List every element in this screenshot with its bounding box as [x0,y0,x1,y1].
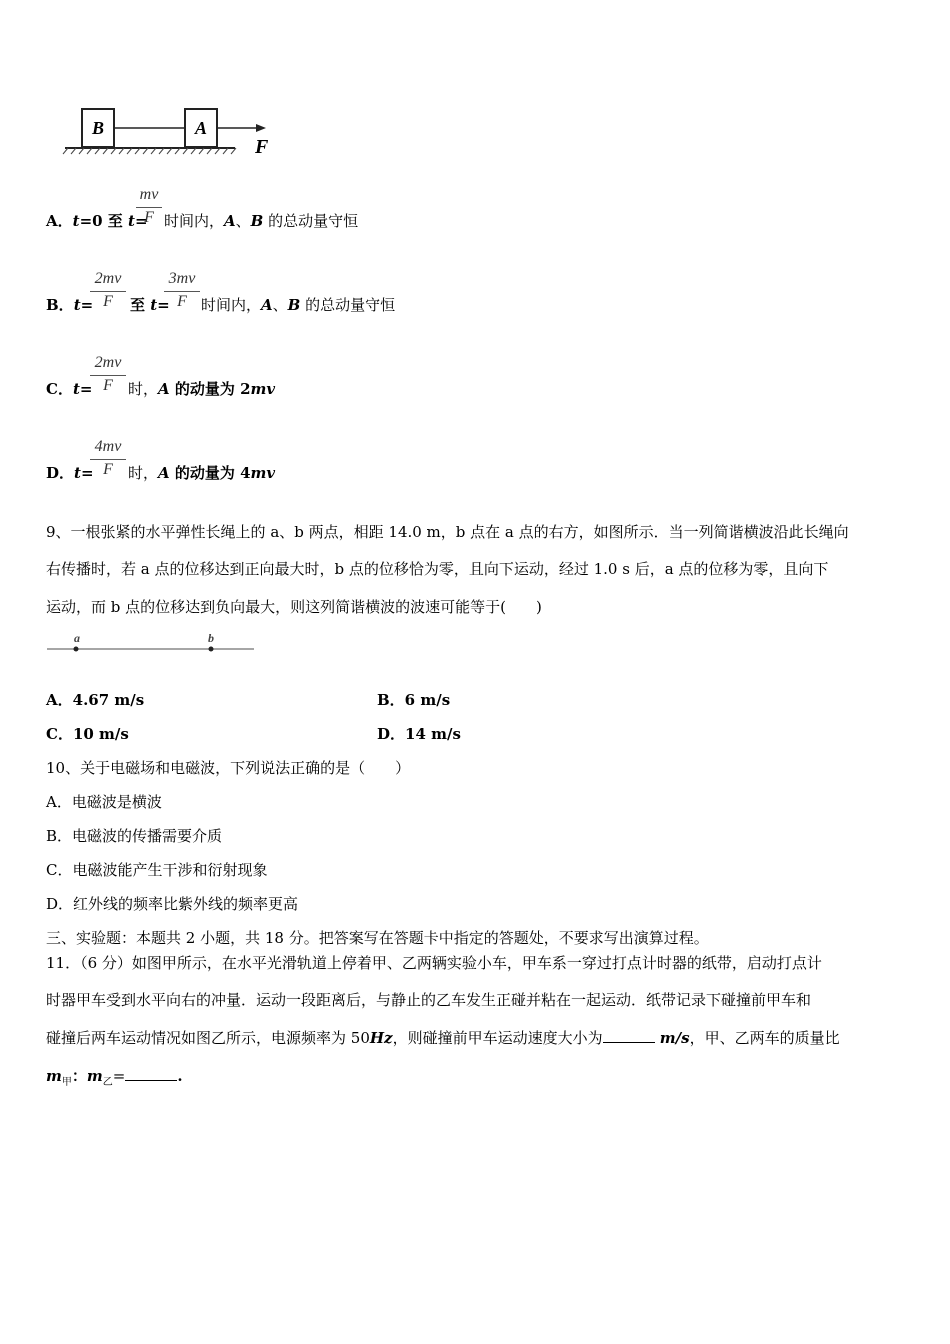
q9-option-a: A．4.67 m/s [46,691,145,709]
var-t: t [72,212,80,230]
point-a-label: a [74,631,80,645]
q10-option-c: C．电磁波能产生干涉和衍射现象 [46,861,268,879]
block-b-label: B [91,118,105,138]
q10-option-d: D．红外线的频率比紫外线的频率更高 [46,895,299,913]
var-mv: mv [250,380,276,398]
point-a [74,647,79,652]
point-b [209,647,214,652]
force-label: F [255,136,269,158]
fraction-denominator: F [103,377,113,394]
rope-points-figure [44,630,259,656]
text: 时， [128,464,159,482]
text: 的总动量守恒 [263,212,359,230]
text: . [177,1067,183,1085]
text: = [79,380,93,398]
var-mv: mv [250,464,276,482]
unit-hz: Hz [369,1029,393,1047]
text: 、 [235,212,251,230]
text: ： [71,1067,87,1085]
text: ，则碰撞前甲车运动速度大小为 [392,1029,603,1047]
var-t: t [150,296,158,314]
text: =0 至 [79,212,129,230]
var-a: A [158,380,170,398]
option-letter: C． [46,380,73,398]
q11-stem-line-2: 时器甲车受到水平向右的冲量．运动一段距离后，与静止的乙车发生正碰并粘在一起运动．纸带记录下碰撞前甲车和 [46,991,812,1009]
text: = [112,1067,126,1085]
q10-option-b: B．电磁波的传播需要介质 [46,827,223,845]
text: 碰撞后两车运动情况如图乙所示，电源频率为 50 [46,1029,370,1047]
text: 时间内， [164,212,225,230]
option-letter: B． [46,296,74,314]
q9-stem-line-1: 9、一根张紧的水平弹性长绳上的 a、b 两点，相距 14.0 m，b 点在 a 点的右方，如图所示．当一列简谐横波沿此长绳向 [46,523,849,541]
q9-option-b: B．6 m/s [377,691,451,709]
q11-stem-line-4 [46,1066,183,1093]
block-a-label: A [194,118,208,138]
text: 、 [272,296,288,314]
blocks-force-figure [60,100,280,160]
fraction-4mv-over-f [90,438,126,479]
q9-option-d: D．14 m/s [377,725,461,743]
text: ，甲、乙两车的质量比 [689,1029,840,1047]
text: = [80,296,94,314]
text: 的总动量守恒 [300,296,396,314]
section-3-heading: 三、实验题：本题共 2 小题，共 18 分。把答案写在答题卡中指定的答题处，不要求写出演算过程。 [46,929,709,947]
option-letter: D． [46,464,75,482]
fraction-numerator: 4mv [94,438,122,455]
var-a: A [261,296,273,314]
q11-stem-line-3 [46,1028,840,1048]
fraction-numerator: 3mv [168,270,196,287]
q10-stem: 10、关于电磁场和电磁波，下列说法正确的是（ ） [46,759,411,777]
var-a: A [224,212,236,230]
var-m: m [46,1067,62,1085]
subscript-yi: 乙 [102,1077,113,1088]
q9-stem-line-3: 运动，而 b 点的位移达到负向最大，则这列简谐横波的波速可能等于( ) [46,598,542,616]
text: 的动量为 4 [169,464,251,482]
fraction-2mv-over-f [90,354,126,395]
fraction-denominator: F [177,293,187,310]
fraction-mv-over-f [136,186,162,227]
var-t: t [74,464,81,482]
fraction-3mv-over-f [164,270,200,311]
text: 时间内， [201,296,262,314]
fraction-numerator: 2mv [94,270,122,287]
subscript-jia: 甲 [61,1077,72,1088]
fraction-denominator: F [103,293,113,310]
text: = [134,212,148,230]
var-t: t [72,380,80,398]
fraction-2mv-over-f [90,270,126,311]
q9-option-c: C．10 m/s [46,725,129,743]
var-m: m [86,1067,103,1085]
fraction-numerator: 2mv [94,354,122,371]
unit-m-per-s: m/s [654,1029,690,1047]
option-letter: A． [46,212,73,230]
answer-blank-mass-ratio[interactable] [125,1066,177,1081]
var-t: t [73,296,81,314]
fraction-numerator: mv [139,186,159,203]
q9-stem-line-2: 右传播时，若 a 点的位移达到正向最大时，b 点的位移恰为零，且向下运动，经过 1.0 s 后，a 点的位移为零，且向下 [46,560,829,578]
text: = [80,464,94,482]
var-b: B [250,212,264,230]
var-a: A [158,464,170,482]
point-b-label: b [208,631,214,645]
q10-option-a: A．电磁波是横波 [46,793,162,811]
text: 的动量为 2 [169,380,251,398]
text: = [157,296,170,314]
q11-stem-line-1: 11．（6 分）如图甲所示，在水平光滑轨道上停着甲、乙两辆实验小车，甲车系一穿过打点计时器的纸带，启动打点计 [46,954,822,972]
text: 时， [128,380,159,398]
answer-blank-speed[interactable] [603,1028,655,1043]
text: 至 [130,296,151,314]
var-b: B [287,296,301,314]
var-t: t [128,212,135,230]
force-arrow-head [256,124,266,132]
fraction-denominator: F [144,209,154,226]
fraction-denominator: F [103,461,113,478]
